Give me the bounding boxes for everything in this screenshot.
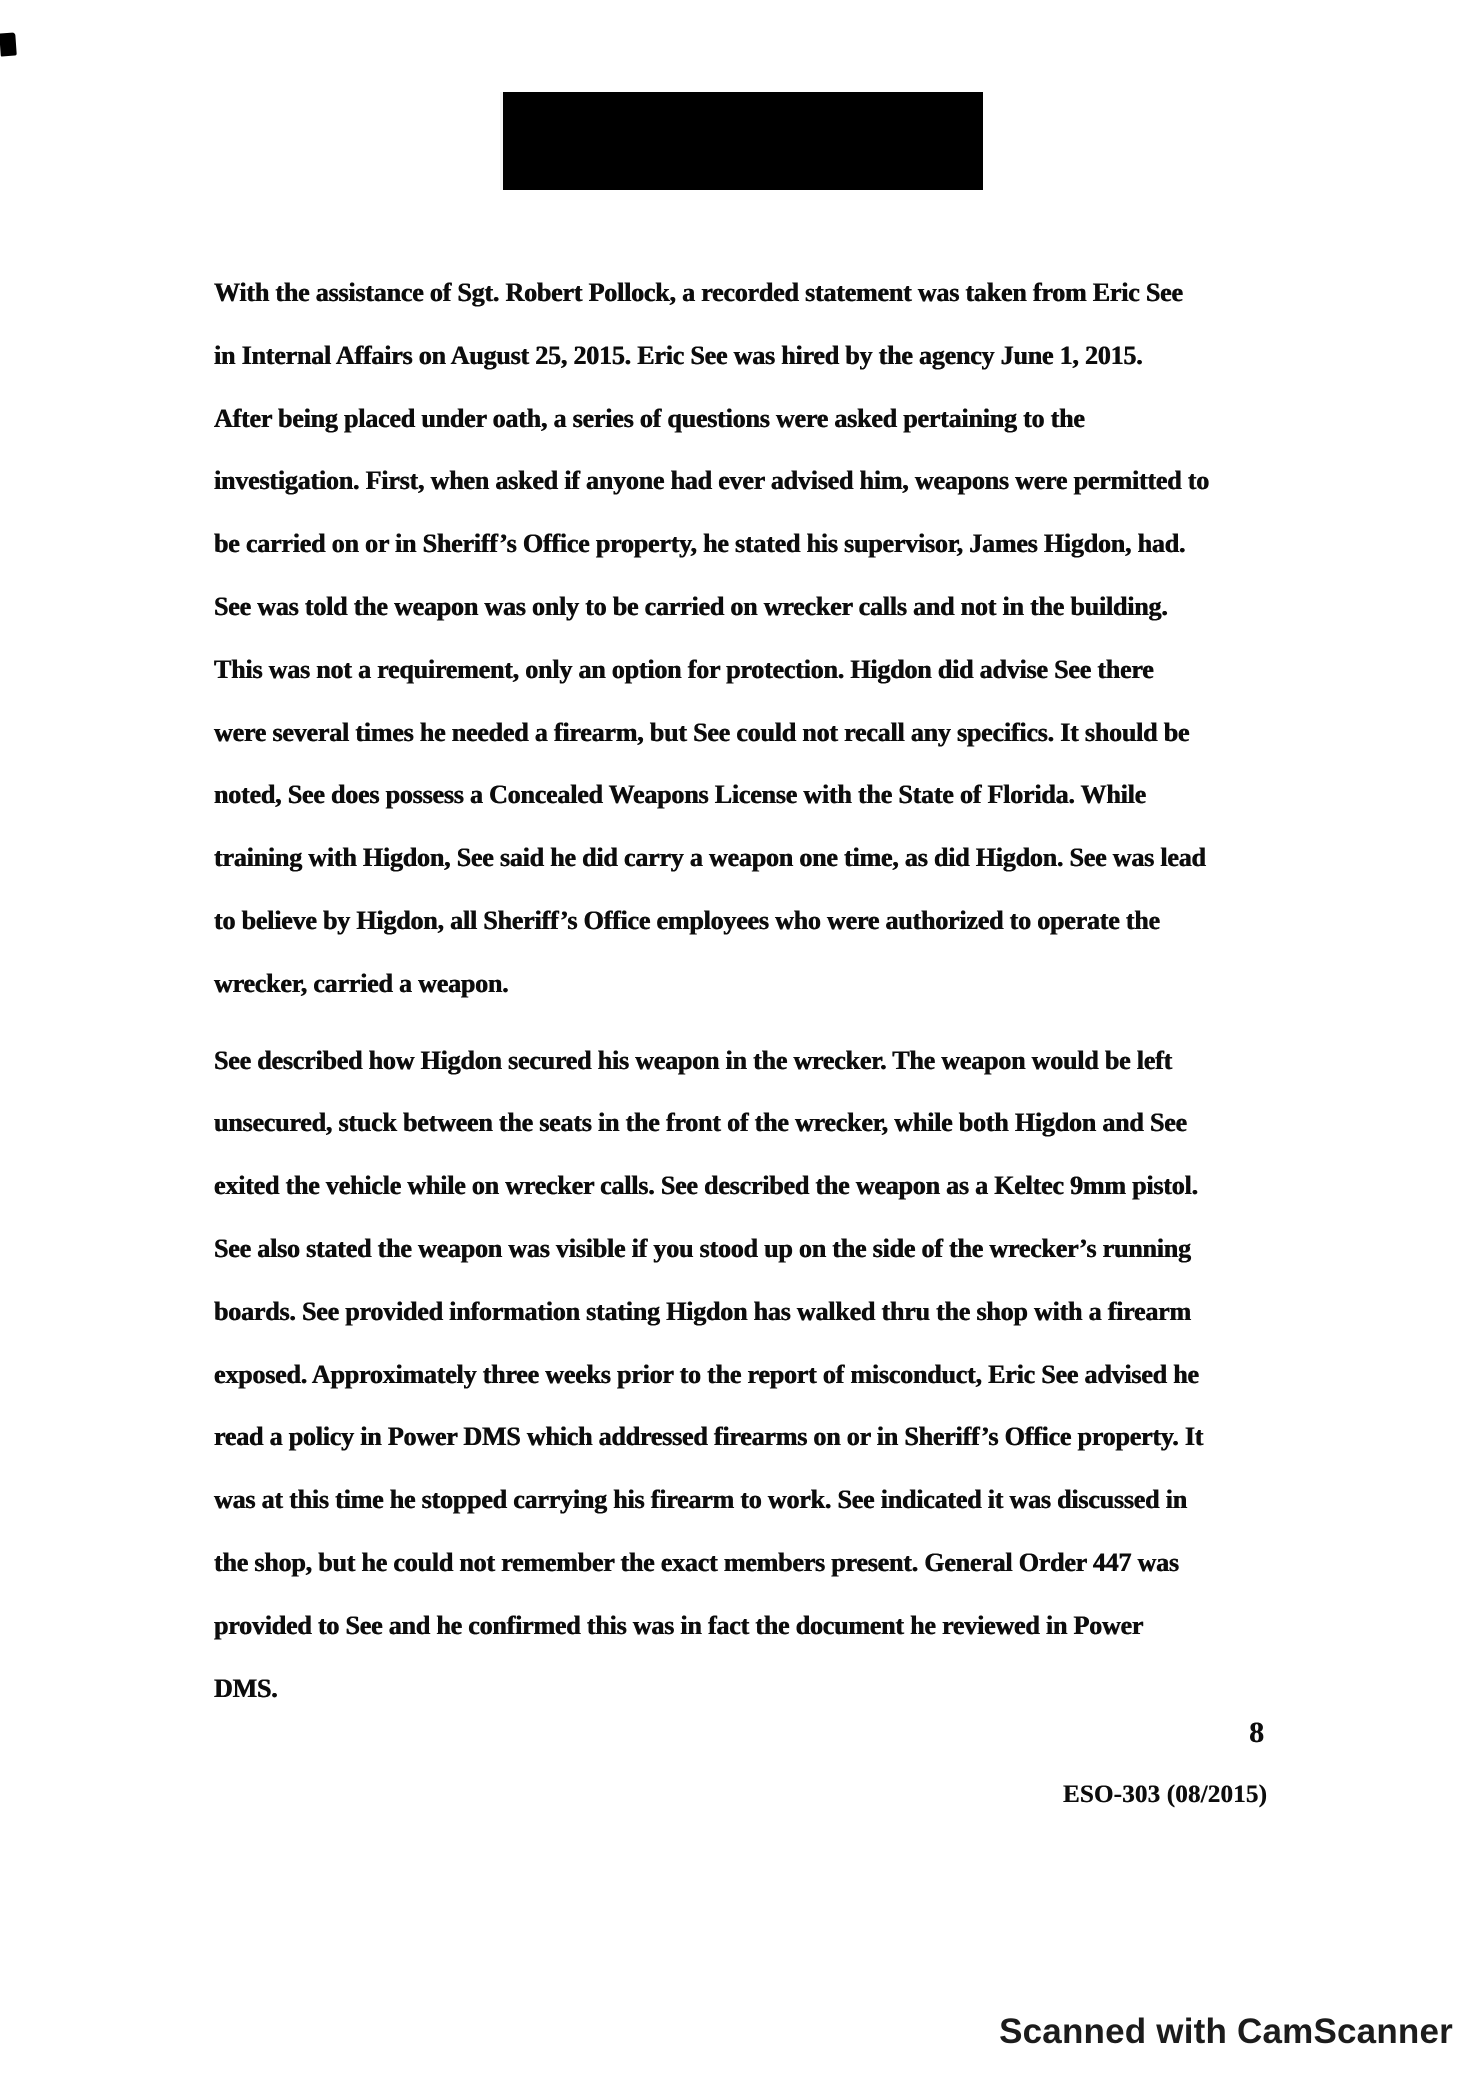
text-line: was at this time he stopped carrying his firearm to work. See indicated it was discussed in bbox=[214, 1485, 1187, 1515]
text-line: provided to See and he confirmed this was in fact the document he reviewed in Power bbox=[214, 1610, 1144, 1640]
text-line: See was told the weapon was only to be carried on wrecker calls and not in the building. bbox=[214, 591, 1168, 621]
text-line: See described how Higdon secured his weapon in the wrecker. The weapon would be left bbox=[214, 1045, 1173, 1075]
text-line: boards. See provided information stating Higdon has walked thru the shop with a firearm bbox=[214, 1296, 1191, 1326]
text-line: to believe by Higdon, all Sheriff’s Office employees who were authorized to operate the bbox=[214, 905, 1160, 935]
form-code: ESO-303 (08/2015) bbox=[1062, 1781, 1267, 1808]
scan-artifact-mark bbox=[0, 32, 17, 56]
text-line: training with Higdon, See said he did carry a weapon one time, as did Higdon. See was lead bbox=[214, 843, 1206, 873]
text-line: read a policy in Power DMS which addressed firearms on or in Sheriff’s Office property. It bbox=[214, 1422, 1204, 1452]
text-line: in Internal Affairs on August 25, 2015. Eric See was hired by the agency June 1, 2015. bbox=[214, 340, 1143, 370]
text-line: wrecker, carried a weapon. bbox=[214, 968, 509, 998]
report-body bbox=[214, 262, 1314, 1720]
text-line: unsecured, stuck between the seats in the front of the wrecker, while both Higdon and See bbox=[214, 1108, 1187, 1138]
page-number: 8 bbox=[1249, 1716, 1264, 1749]
paragraph bbox=[214, 262, 1314, 1016]
text-line: noted, See does possess a Concealed Weapons License with the State of Florida. While bbox=[214, 780, 1146, 810]
text-line: be carried on or in Sheriff’s Office property, he stated his supervisor, James Higdon, had. bbox=[214, 529, 1186, 559]
camscanner-watermark: Scanned with CamScanner bbox=[999, 2012, 1453, 2051]
text-line: the shop, but he could not remember the exact members present. General Order 447 was bbox=[214, 1547, 1179, 1577]
text-line: DMS. bbox=[214, 1673, 278, 1703]
text-line: With the assistance of Sgt. Robert Pollock, a recorded statement was taken from Eric See bbox=[214, 278, 1183, 307]
text-line: After being placed under oath, a series of questions were asked pertaining to the bbox=[214, 403, 1085, 433]
text-line: investigation. First, when asked if anyone had ever advised him, weapons were permitted to bbox=[214, 466, 1210, 496]
redaction-box bbox=[503, 92, 983, 190]
text-line: exited the vehicle while on wrecker calls. See described the weapon as a Keltec 9mm pistol. bbox=[214, 1171, 1198, 1201]
text-line: See also stated the weapon was visible if you stood up on the side of the wrecker’s running bbox=[214, 1233, 1191, 1263]
paragraph bbox=[214, 1030, 1314, 1721]
text-line: This was not a requirement, only an option for protection. Higdon did advise See there bbox=[214, 654, 1154, 684]
text-line: were several times he needed a firearm, but See could not recall any specifics. It should be bbox=[214, 717, 1190, 747]
text-line: exposed. Approximately three weeks prior to the report of misconduct, Eric See advised he bbox=[214, 1359, 1199, 1389]
